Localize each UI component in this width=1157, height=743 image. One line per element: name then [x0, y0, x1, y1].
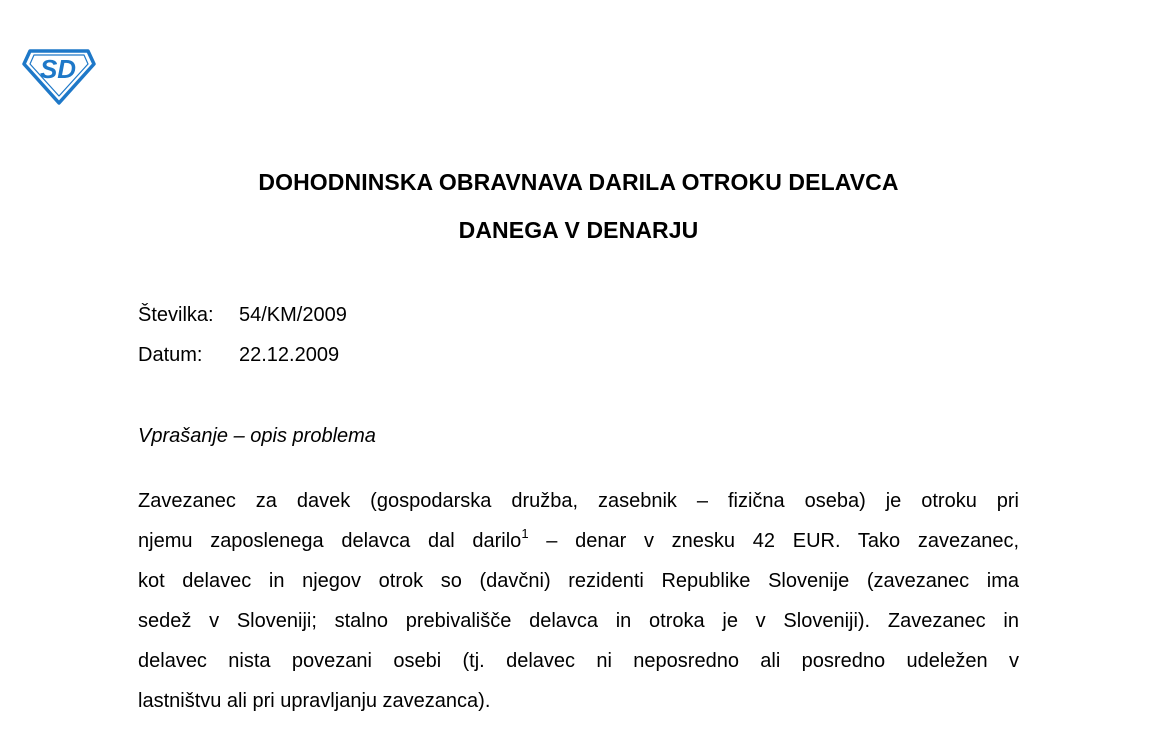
- company-logo: [22, 47, 96, 105]
- document-title-line-2: DANEGA V DENARJU: [458, 217, 699, 243]
- paragraph-text: njemu zaposlenega delavca dal darilo: [138, 530, 522, 552]
- logo-lettering: SD: [39, 54, 77, 84]
- date-label: Datum:: [138, 344, 203, 366]
- paragraph-line: delavec nista povezani osebi (tj. delavec ni neposredno ali posredno udeležen v: [138, 650, 1019, 672]
- date-value: 22.12.2009: [239, 344, 340, 366]
- paragraph-line: sedež v Sloveniji; stalno prebivališče delavca in otroka je v Sloveniji). Zavezanec in: [138, 610, 1019, 632]
- number-label: Številka:: [138, 304, 214, 326]
- paragraph-line: Zavezanec za davek (gospodarska družba, zasebnik – fizična oseba) je otroku pri: [138, 490, 1019, 512]
- body-paragraph: [138, 486, 1019, 726]
- document-title-line-1: DOHODNINSKA OBRAVNAVA DARILA OTROKU DELAVCA: [258, 169, 899, 195]
- number-value: 54/KM/2009: [239, 304, 347, 326]
- paragraph-text: – denar v znesku 42 EUR. Tako zavezanec,: [528, 530, 1020, 552]
- paragraph-line: [138, 526, 1019, 566]
- paragraph-line: lastništvu ali pri upravljanju zavezanca).: [138, 690, 491, 712]
- section-heading: Vprašanje – opis problema: [138, 425, 376, 447]
- diamond-shield-logo-icon: [22, 47, 96, 105]
- footnote-marker[interactable]: 1: [521, 526, 529, 541]
- paragraph-line: kot delavec in njegov otrok so (davčni) rezidenti Republike Slovenije (zavezanec ima: [138, 570, 1019, 592]
- meta-date-row: [138, 343, 339, 367]
- meta-number-row: [138, 303, 347, 327]
